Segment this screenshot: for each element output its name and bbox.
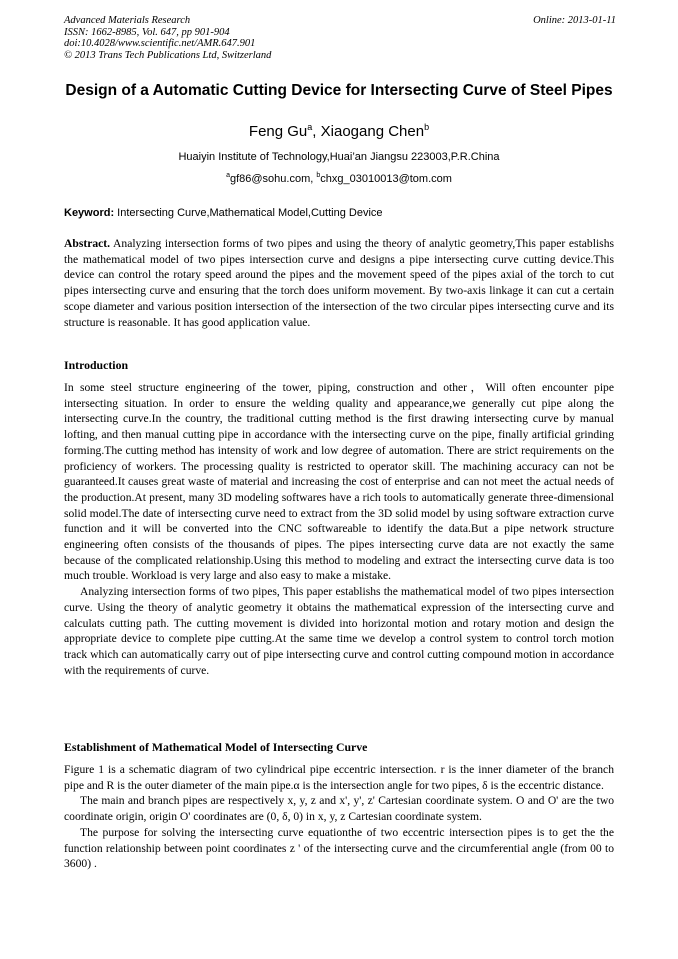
copyright-line: © 2013 Trans Tech Publications Ltd, Switzerland xyxy=(64,49,272,61)
intro-paragraph-1: In some steel structure engineering of the tower, piping, construction and other，Will often encounter pipe intersecting situation. In order to ensure the welding quality and appearance,we generally cut pipe along the intersecting curve.In the country, the traditional cutting method is the first drawing intersecting curve by manual lofting, and then manual cutting pipe in accordance with the intersecting curve on the pipe, finally artificial grinding forming.The cutting method has intensity of work and low degree of automation. There are strict requirements on the proficiency of workers. The processing quality is restricted to operator skill. The machining accuracy can not be guaranteed.It causes great waste of material and increasing the cost of enterprise and can not meet the actual needs of the production.At present, many 3D modeling softwares have a rich tools to automatically generate three-dimensional solid model.The date of intersecting curve need to extract from the 3D solid model by using software extraction curve function and it will be converted into the CNC softwareable to identify the data.But a pipe network structure engineering often consists of the thousands of pipes. The pipes intersecting curve data are not exactly the same because of the complicated relationship.Using this method to modeling and extract the intersecting curve data is too much trouble. Workload is very large and also easy to make a mistake. xyxy=(64,381,614,583)
journal-name: Advanced Materials Research xyxy=(64,15,191,26)
author-line xyxy=(64,123,614,141)
author-1-affil-mark: a xyxy=(307,122,313,132)
email-line xyxy=(64,172,614,186)
author-2: Xiaogang Chen xyxy=(320,123,425,140)
author-1: Feng Gu xyxy=(248,123,308,140)
paper-title: Design of a Automatic Cutting Device for Intersecting Curve of Steel Pipes xyxy=(65,82,613,99)
keyword-line xyxy=(64,206,616,220)
doi-line: doi:10.4028/www.scientific.net/AMR.647.901 xyxy=(64,38,256,49)
section-2-heading: Establishment of Mathematical Model of Intersecting Curve xyxy=(64,740,368,754)
introduction-heading: Introduction xyxy=(64,358,129,372)
author-separator: , xyxy=(312,123,321,140)
abstract-block xyxy=(64,236,614,330)
section-2-paragraph-2: The main and branch pipes are respectively x, y, z and x', y', z' Cartesian coordinate system. O and O' are the two coordinate origin, origin O' coordinates are (0, δ, 0) in x, y, z Cartesian coordinate system. xyxy=(64,794,614,824)
author-2-affil-mark: b xyxy=(424,122,430,132)
section-2-body xyxy=(64,762,614,872)
affiliation: Huaiyin Institute of Technology,Huai’an Jiangsu 223003,P.R.China xyxy=(178,151,500,163)
section-2-paragraph-3: The purpose for solving the intersecting curve equationthe of two eccentric intersection pipes is to get the the function relationship between point coordinates z ' of the intersecting curve and the circumferential angle (from 00 to 3600) . xyxy=(64,825,614,871)
journal-header xyxy=(64,15,616,61)
online-date: Online: 2013-01-11 xyxy=(533,15,616,26)
abstract-paragraph xyxy=(64,236,614,330)
email-a: gf86@sohu.com, xyxy=(229,173,317,185)
abstract-label: Abstract. xyxy=(64,237,111,250)
abstract-text: Analyzing intersection forms of two pipes and using the theory of analytic geometry,This paper establishs the mathematical model of two pipes intersection curve and designs a pipe intersecting curve cutting device.This device can control the rotary speed around the pipes and the movement speed of the pipes axial of the torch to cut pipes intersecting curve and ensuring that the torch does uniform movement. By two-axis linkage it can cut a certain scope diameter and various position intersection of the intersection of the two circular pipes intersecting curve and its structure is reasonable. It has good application value. xyxy=(64,237,614,329)
keyword-label: Keyword: xyxy=(64,207,115,219)
intro-paragraph-2: Analyzing intersection forms of two pipes, This paper establishs the mathematical model of two pipes intersection curve. Using the theory of analytic geometry it obtains the mathematical expression of the intersecting curve and calculats cutting path. The cutting movement is divided into horizontal motion and rotary motion and design the appropriate device to complete pipe cutting.At the same time we develop a control system to control torch motion track which can automatically carry out of pipe intersecting curve and control cutting compound motion in accordance with the requirements of curve. xyxy=(64,585,614,677)
section-2-paragraph-1: Figure 1 is a schematic diagram of two cylindrical pipe eccentric intersection. r is the inner diameter of the branch pipe and R is the outer diameter of the main pipe.α is the intersection angle for two pipes, δ is the eccentric distance. xyxy=(64,763,614,792)
email-b: chxg_03010013@tom.com xyxy=(320,173,452,185)
email-b-mark: b xyxy=(316,172,321,179)
keyword-text: Intersecting Curve,Mathematical Model,Cutting Device xyxy=(114,207,383,219)
issn-line: ISSN: 1662-8985, Vol. 647, pp 901-904 xyxy=(64,26,230,38)
email-a-mark: a xyxy=(226,172,230,179)
introduction-body xyxy=(64,380,614,678)
